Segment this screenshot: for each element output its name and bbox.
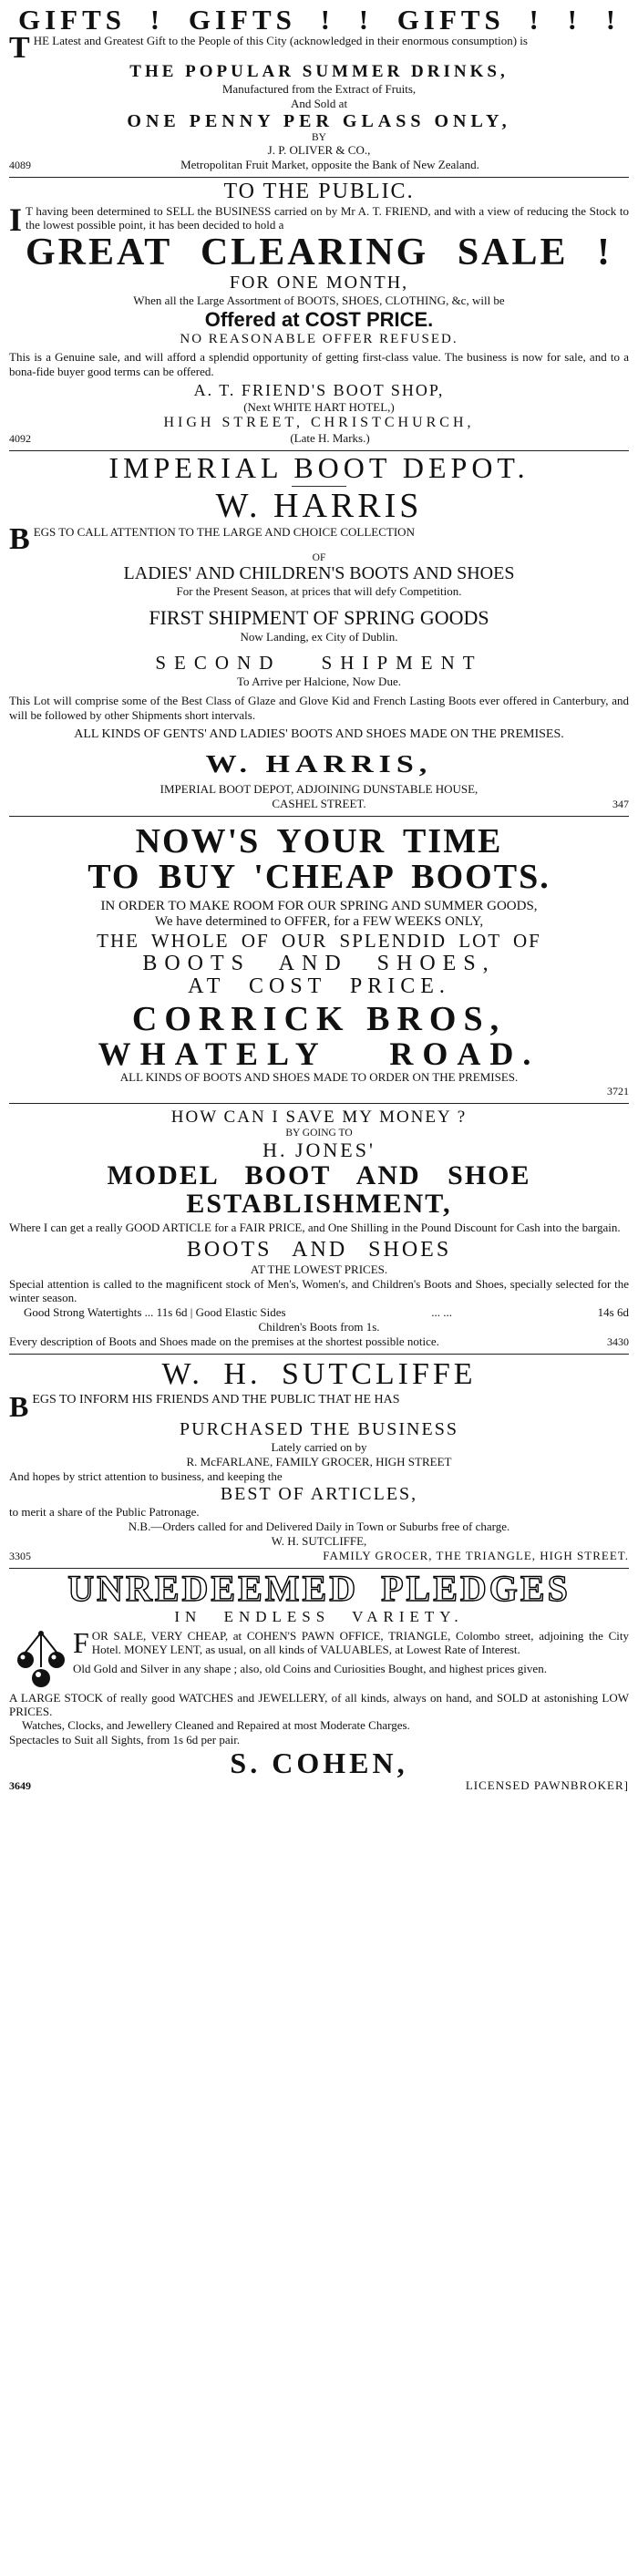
lowest-prices: AT THE LOWEST PRICES. bbox=[250, 1262, 388, 1276]
no-offer-refused: NO REASONABLE OFFER REFUSED. bbox=[180, 332, 458, 347]
made-from: Manufactured from the Extract of Fruits, bbox=[221, 81, 417, 96]
shop-next-to: (Next WHITE HART HOTEL,) bbox=[243, 399, 395, 414]
made-to-order: ALL KINDS OF BOOTS AND SHOES MADE TO ORDER ON THE PREMISES. bbox=[119, 1070, 519, 1085]
ad-intro-text: T having been determined to SELL the BUSINESS carried on by Mr A. T. FRIEND, and with a view of reducing the Stock to the lowest possible point, it has been decided to hold a bbox=[26, 203, 629, 232]
watertights-dots: ... ... bbox=[431, 1304, 452, 1319]
previous-owner: R. McFARLANE, FAMILY GROCER, HIGH STREET bbox=[186, 1454, 452, 1468]
season-note: For the Present Season, at prices that will defy Competition. bbox=[176, 584, 462, 599]
ad-intro bbox=[9, 1389, 629, 1423]
headline-line-1: NOW'S YOUR TIME bbox=[135, 822, 503, 861]
boots-shoes-heading: BOOTS AND SHOES bbox=[186, 1237, 452, 1262]
gold-silver-note: Old Gold and Silver in any shape ; also, old Coins and Curiosities Bought, and highest prices given. bbox=[73, 1662, 547, 1676]
cost-price-offer: Offered at COST PRICE. bbox=[204, 308, 434, 332]
ad-footer bbox=[9, 1549, 629, 1563]
pawnbroker-balls-icon bbox=[16, 1631, 66, 1691]
sale-duration: FOR ONE MONTH, bbox=[229, 273, 409, 294]
ad-ref-number: 3649 bbox=[9, 1778, 31, 1792]
ad-ref-number: 3430 bbox=[607, 1334, 629, 1348]
ad-ref-number: 3305 bbox=[9, 1549, 31, 1562]
ad-intro bbox=[9, 521, 629, 556]
ad-corrick-bros bbox=[9, 817, 629, 1104]
establishment-line-2: ESTABLISHMENT, bbox=[186, 1189, 452, 1220]
offer-note: We have determined to OFFER, for a FEW WEEKS ONLY, bbox=[154, 913, 484, 929]
proprietor-name: W. HARRIS bbox=[215, 486, 423, 525]
firm-name: CORRICK BROS, bbox=[131, 999, 507, 1038]
drop-capital: T bbox=[9, 31, 30, 65]
ad-footer bbox=[9, 431, 629, 446]
depot-address: IMPERIAL BOOT DEPOT, ADJOINING DUNSTABLE HOUSE, bbox=[160, 782, 478, 797]
first-shipment-note: Now Landing, ex City of Dublin. bbox=[240, 630, 398, 644]
ad-ref-number: 347 bbox=[612, 798, 630, 811]
best-articles: BEST OF ARTICLES, bbox=[220, 1483, 418, 1504]
special-note: Special attention is called to the magnificent stock of Men's, Women's, and Children's Boots and Shoes, specially selected for the winter season. bbox=[9, 1276, 629, 1305]
nb-note: N.B.—Orders called for and Delivered Daily in Town or Suburbs free of charge. bbox=[128, 1519, 510, 1533]
drop-capital: B bbox=[9, 1389, 29, 1423]
ad-intro bbox=[9, 1625, 629, 1659]
product-name: THE POPULAR SUMMER DRINKS, bbox=[129, 61, 509, 81]
ad-gifts-summer-drinks bbox=[9, 4, 629, 178]
elastic-sides-price: 14s 6d bbox=[597, 1304, 629, 1319]
ad-intro-text: EGS TO CALL ATTENTION TO THE LARGE AND CHOICE COLLECTION bbox=[33, 524, 415, 539]
genuine-sale-note: This is a Genuine sale, and will afford a splendid opportunity of getting first-class value. The business is now for sale, and to a bona-fide buyer good terms can be offered. bbox=[9, 350, 629, 378]
ad-intro-text: OR SALE, VERY CHEAP, at COHEN'S PAWN OFFICE, TRIANGLE, Colombo street, adjoining the City Hotel. MONEY LENT, as usual, on all kinds of VALUABLES, at Lowest Rate of Interest. bbox=[91, 1628, 629, 1656]
shop-street: HIGH STREET, CHRISTCHURCH, bbox=[163, 414, 475, 430]
ad-intro bbox=[9, 201, 629, 238]
ad-cohen-pawnbroker bbox=[9, 1569, 629, 1798]
shop-name: A. T. FRIEND'S BOOT SHOP, bbox=[193, 380, 445, 399]
firm-road: WHATELY ROAD. bbox=[98, 1035, 540, 1072]
proprietor-name: W. H. SUTCLIFFE bbox=[161, 1356, 477, 1391]
every-description: Every description of Boots and Shoes made on the premises at the shortest possible notice. bbox=[9, 1334, 439, 1348]
late-owner: (Late H. Marks.) bbox=[290, 430, 370, 445]
ad-footer bbox=[9, 1778, 629, 1793]
ad-headline: GIFTS ! GIFTS ! ! GIFTS ! ! ! bbox=[17, 4, 621, 36]
ad-clearing-sale bbox=[9, 178, 629, 451]
drop-capital: F bbox=[73, 1625, 89, 1659]
variety-line: IN ENDLESS VARIETY. bbox=[174, 1607, 464, 1625]
range-heading: LADIES' AND CHILDREN'S BOOTS AND SHOES bbox=[123, 563, 515, 584]
purchased-heading: PURCHASED THE BUSINESS bbox=[180, 1418, 458, 1439]
headline-line-2: TO BUY 'CHEAP BOOTS. bbox=[87, 857, 551, 896]
sold-at: And Sold at bbox=[290, 96, 348, 110]
merit-note: to merit a share of the Public Patronage. bbox=[9, 1504, 200, 1519]
depot-heading: IMPERIAL BOOT DEPOT. bbox=[108, 450, 530, 484]
drop-capital: B bbox=[9, 521, 30, 556]
grocer-address: FAMILY GROCER, THE TRIANGLE, HIGH STREET. bbox=[323, 1548, 629, 1562]
stock-line: When all the Large Assortment of BOOTS, SHOES, CLOTHING, &c, will be bbox=[133, 294, 505, 308]
signature bbox=[9, 747, 629, 782]
of-label: OF bbox=[312, 552, 326, 564]
seller-name: J. P. OLIVER & CO., bbox=[267, 142, 371, 157]
ad-intro-text: HE Latest and Greatest Gift to the People of this City (acknowledged in their enormous consumption) is bbox=[33, 34, 528, 47]
headline: UNREDEEMED PLEDGES bbox=[67, 1567, 571, 1609]
made-on-premises: ALL KINDS OF GENTS' AND LADIES' BOOTS AND SHOES MADE ON THE PREMISES. bbox=[74, 727, 564, 742]
watches-stock-note: A LARGE STOCK of really good WATCHES and JEWELLERY, of all kinds, always on hand, and SOLD at astonishing LOW PRICES. bbox=[9, 1690, 629, 1718]
sale-headline: GREAT CLEARING SALE ! bbox=[25, 232, 613, 274]
signature-name: W. HARRIS, bbox=[205, 750, 433, 778]
seller-address: Metropolitan Fruit Market, opposite the Bank of New Zealand. bbox=[180, 157, 479, 171]
by-label: BY bbox=[312, 131, 326, 143]
room-note: IN ORDER TO MAKE ROOM FOR OUR SPRING AND SUMMER GOODS, bbox=[100, 898, 538, 913]
ad-heading: TO THE PUBLIC. bbox=[223, 179, 415, 203]
where-note: Where I can get a really GOOD ARTICLE for a FAIR PRICE, and One Shilling in the Pound Discount for Cash into the bargain. bbox=[9, 1220, 621, 1234]
second-shipment: SECOND SHIPMENT bbox=[155, 652, 483, 675]
watertights-left: Good Strong Watertights ... 11s 6d | Good Elastic Sides bbox=[24, 1304, 286, 1319]
question-heading: HOW CAN I SAVE MY MONEY ? bbox=[170, 1108, 468, 1128]
price-line: ONE PENNY PER GLASS ONLY, bbox=[127, 110, 511, 131]
going-to: BY GOING TO bbox=[285, 1128, 353, 1139]
ad-ref-number: 4089 bbox=[9, 158, 31, 171]
whole-lot: THE WHOLE OF OUR SPLENDID LOT OF bbox=[97, 929, 541, 952]
spectacles-note: Spectacles to Suit all Sights, from 1s 6d per pair. bbox=[9, 1732, 241, 1747]
depot-street: CASHEL STREET. bbox=[272, 797, 366, 811]
ad-footer bbox=[9, 158, 629, 172]
pawn-intro-block bbox=[9, 1625, 629, 1676]
ad-ref-number: 3721 bbox=[607, 1085, 629, 1098]
proprietor-name: H. JONES' bbox=[262, 1139, 376, 1162]
ad-ref-number: 4092 bbox=[9, 431, 31, 445]
ad-intro bbox=[9, 31, 629, 65]
licensed-pawnbroker: LICENSED PAWNBROKER] bbox=[465, 1777, 629, 1792]
boots-and-shoes: BOOTS AND SHOES, bbox=[142, 951, 496, 975]
establishment-line-1: MODEL BOOT AND SHOE bbox=[107, 1160, 531, 1191]
signature: W. H. SUTCLIFFE, bbox=[271, 1533, 367, 1548]
ad-sutcliffe-grocer bbox=[9, 1355, 629, 1569]
hopes-note: And hopes by strict attention to business, and keeping the bbox=[9, 1468, 283, 1483]
drop-capital: I bbox=[9, 201, 23, 238]
first-shipment: FIRST SHIPMENT OF SPRING GOODS bbox=[149, 606, 489, 630]
lately-carried: Lately carried on by bbox=[271, 1439, 367, 1454]
children-boots: Children's Boots from 1s. bbox=[258, 1319, 380, 1334]
signature: S. COHEN, bbox=[230, 1746, 408, 1779]
ad-footer bbox=[9, 797, 629, 811]
second-shipment-note: To Arrive per Halcione, Now Due. bbox=[237, 675, 401, 689]
ad-h-jones-model-boot bbox=[9, 1104, 629, 1355]
shipment-description: This Lot will comprise some of the Best Class of Glaze and Glove Kid and French Lasting Boots ever offered in Canterbury, and will be followed by other Shipments short intervals. bbox=[9, 694, 629, 722]
repairs-note: Watches, Clocks, and Jewellery Cleaned and Repaired at most Moderate Charges. bbox=[22, 1718, 410, 1733]
watertights-line bbox=[9, 1305, 629, 1320]
ad-imperial-boot-depot bbox=[9, 451, 629, 817]
ad-intro-text: EGS TO INFORM HIS FRIENDS AND THE PUBLIC THAT HE HAS bbox=[32, 1392, 400, 1406]
at-cost-price: AT COST PRICE. bbox=[188, 974, 450, 998]
